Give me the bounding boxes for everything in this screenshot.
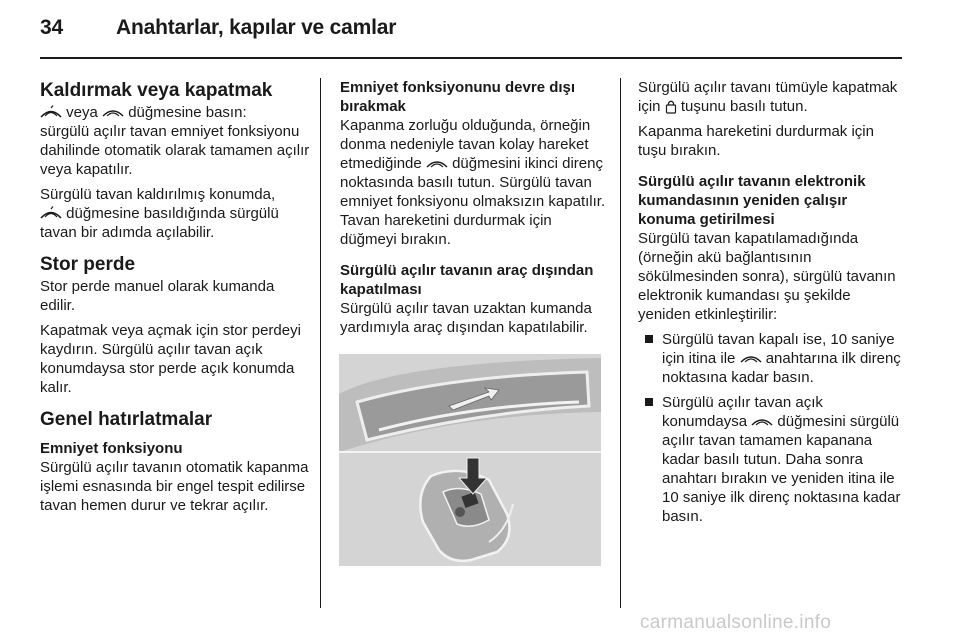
subheading-remote-close: Sürgülü açılır tavanın araç dışından kapatılması	[340, 262, 594, 298]
reinit-steps	[638, 330, 906, 526]
paragraph-full-close	[638, 78, 906, 116]
header-rule	[40, 57, 902, 59]
text: anahtarına ilk direnç noktasına kadar basın.	[662, 350, 901, 386]
sunroof-icon	[426, 156, 448, 171]
sunroof-tilt-icon	[40, 105, 62, 120]
key-and-roof-illustration	[339, 354, 601, 566]
page-header	[40, 16, 396, 40]
column-3	[638, 78, 906, 532]
remote-key-illustration	[339, 354, 601, 566]
column-divider-2	[620, 78, 621, 608]
subheading-disable-safety: Emniyet fonksiyonunu devre dışı bırakmak	[340, 79, 576, 115]
text: düğmesine basın:	[124, 104, 247, 121]
paragraph-sunblind-2: Kapatmak veya açmak için stor perdeyi kaydırın. Sürgülü açılır tavan açık konumdaysa stor perde açık konumda kalır.	[40, 322, 301, 396]
text: düğmesini sürgülü açılır tavan tamamen kapanana kadar basılı tutun. Daha sonra anahtarı bırakın ve yeniden itina ile 10 saniye ilk direnç noktasına kadar basın.	[662, 413, 901, 525]
paragraph-safety: Sürgülü açılır tavanın otomatik kapanma işlemi esnasında bir engel tespit edilirse tavan hemen durur ve tekrar açılır.	[40, 459, 309, 514]
column-2	[340, 78, 612, 343]
page-number: 34	[40, 16, 63, 39]
text: düğmesini ikinci direnç noktasında basılı tutun. Sürgülü tavan emniyet fonksiyonu olmaksızın kapatılır. Tavan hareketini durdurmak için düğmeyi bırakın.	[340, 155, 606, 248]
heading-general: Genel hatırlatmalar	[40, 409, 213, 430]
paragraph-stop: Kapanma hareketini durdurmak için tuşu bırakın.	[638, 123, 874, 159]
page-title: Anahtarlar, kapılar ve camlar	[116, 16, 397, 39]
sunroof-tilt-icon	[40, 206, 62, 221]
text: Kapanma zorluğu olduğunda, örneğin donma nedeniyle tavan kolay hareket etmediğinde	[340, 117, 591, 172]
column-1	[40, 78, 312, 521]
paragraph-sunblind-1: Stor perde manuel olarak kumanda edilir.	[40, 278, 275, 314]
text: Sürgülü tavan kapalı ise, 10 saniye için itina ile	[662, 331, 895, 367]
list-item	[638, 393, 906, 526]
sunroof-icon	[102, 105, 124, 120]
text: Sürgülü tavan kaldırılmış konumda,	[40, 186, 276, 203]
column-divider-1	[320, 78, 321, 608]
sunroof-icon	[740, 351, 762, 366]
heading-raise-close: Kaldırmak veya kapatmak	[40, 80, 273, 101]
text: Sürgülü açılır tavan açık konumdaysa	[662, 394, 823, 430]
bullet	[645, 398, 653, 406]
paragraph-disable-safety	[340, 116, 612, 249]
subheading-reinit: Sürgülü açılır tavanın elektronik kumandasının yeniden çalışır konuma getirilmesi	[638, 173, 866, 228]
watermark: carmanualsonline.info	[640, 612, 832, 633]
sunroof-icon	[751, 414, 773, 429]
lock-key-icon	[665, 99, 677, 114]
bullet	[645, 335, 653, 343]
text: tuşunu basılı tutun.	[676, 98, 808, 115]
paragraph-reinit: Sürgülü tavan kapatılamadığında (örneğin akü bağlantısının sökülmesinden sonra), sürgülü tavanın elektronik kumandası şu şekilde yeniden etkinleştirilir:	[638, 230, 896, 323]
paragraph-step	[40, 185, 312, 242]
text: sürgülü açılır tavan emniyet fonksiyonu dahilinde otomatik olarak tamamen açılır veya kapatılır.	[40, 123, 310, 178]
text: veya	[62, 104, 103, 121]
subheading-safety: Emniyet fonksiyonu	[40, 440, 183, 457]
list-item	[638, 330, 906, 387]
text: Sürgülü açılır tavanı tümüyle kapatmak için	[638, 79, 898, 115]
heading-sunblind: Stor perde	[40, 254, 136, 275]
paragraph-raise	[40, 103, 312, 179]
paragraph-remote-close: Sürgülü açılır tavan uzaktan kumanda yardımıyla araç dışından kapatılabilir.	[340, 300, 592, 336]
text: düğmesine basıldığında sürgülü tavan bir adımda açılabilir.	[40, 205, 279, 241]
